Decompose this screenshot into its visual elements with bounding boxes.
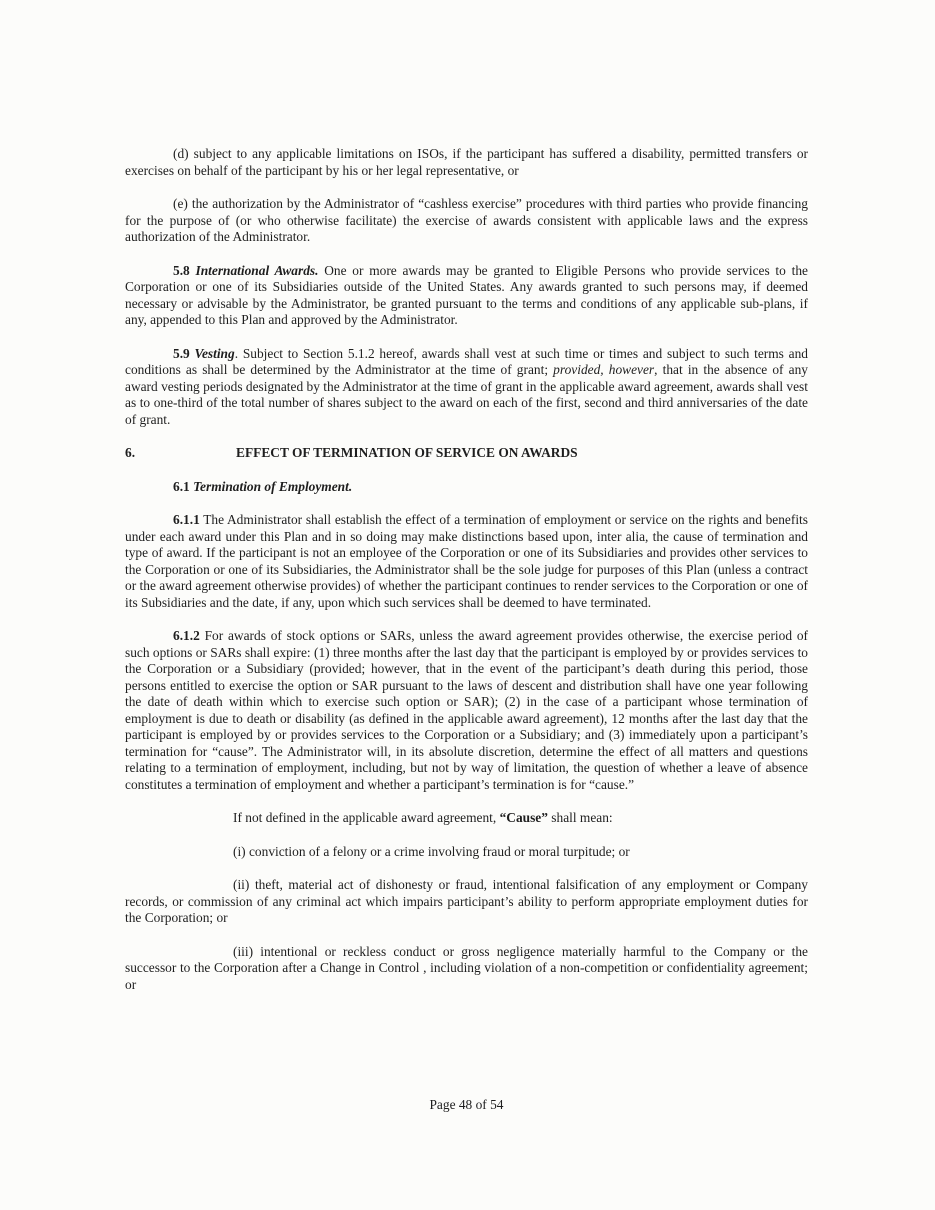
- section-6-1-1-segment: 6.1.1: [173, 512, 200, 527]
- section-6-1-1-segment: The Administrator shall establish the effect of a termination of employment or service on the rights and benefits under each award under this Plan and in so doing may make distinctions based upon, inter alia, the cause of termination and type of award. If the participant is not an employee of the Corporation or one of its Subsidiaries and provides other services to the Corporation or one of its Subsidiaries, the Administrator shall be the sole judge for purposes of this Plan (unless a contract or the award agreement otherwise provides) of whether the participant continues to render services to the Corporation or one of its Subsidiaries and the date, if any, upon which such services shall be deemed to have terminated.: [125, 512, 808, 610]
- section-6-heading-segment: 6.: [125, 445, 136, 460]
- paragraph-e: [125, 196, 808, 246]
- section-5-9-segment: . Subject to Section 5.1.2 hereof, awards shall vest at such time or times and subject to such terms and conditions as shall be determined by the Administrator at the time of grant;: [125, 345, 808, 377]
- paragraph-e-segment: (e) the authorization by the Administrator of “cashless exercise” procedures with third parties who provide financing for the purpose of (or who otherwise facilitate) the exercise of awards consistent with applicable laws and the express authorization of the Administrator.: [125, 196, 808, 244]
- cause-item-iii: [125, 944, 808, 994]
- section-5-9-segment: , that in the absence of any award vesting periods designated by the Administrator at the time of grant in the applicable award agreement, awards shall vest as to one-third of the total number of shares subject to the award on each of the first, second and third anniversaries of the date of grant.: [125, 362, 808, 427]
- document-body: [125, 146, 808, 1010]
- cause-definition-intro: [125, 810, 808, 827]
- cause-item-ii-segment: (ii) theft, material act of dishonesty or fraud, intentional falsification of any employment or Company records, or commission of any criminal act which impairs participant’s ability to perform appropriate employment duties for the Corporation; or: [125, 877, 808, 925]
- section-5-8: [125, 263, 808, 329]
- section-6-heading-segment: EFFECT OF TERMINATION OF SERVICE ON AWARDS: [236, 445, 578, 460]
- section-5-8-segment: 5.8: [173, 262, 196, 278]
- section-6-1: [125, 479, 808, 496]
- cause-item-i-segment: (i) conviction of a felony or a crime involving fraud or moral turpitude; or: [233, 843, 630, 859]
- section-6-1-2: [125, 628, 808, 793]
- paragraph-d-segment: (d) subject to any applicable limitations on ISOs, if the participant has suffered a disability, permitted transfers or exercises on behalf of the participant by his or her legal representative, or: [125, 146, 808, 178]
- section-6-1-segment: 6.1: [173, 478, 194, 494]
- section-6-1-1: [125, 512, 808, 611]
- section-6-1-2-segment: 6.1.2: [173, 628, 200, 643]
- section-5-9-segment: 5.9: [173, 345, 195, 361]
- section-6-heading: [125, 445, 808, 462]
- section-5-8-segment: One or more awards may be granted to Eligible Persons who provide services to the Corporation or one of its Subsidiaries outside of the United States. Any awards granted to such persons may, if deemed necessary or advisable by the Administrator, be granted pursuant to the terms and conditions of any applicable sub-plans, if any, appended to this Plan and approved by the Administrator.: [125, 262, 808, 327]
- section-5-9-segment: Vesting: [194, 345, 235, 361]
- section-6-1-segment: Termination of Employment.: [193, 478, 353, 494]
- paragraph-d: [125, 146, 808, 179]
- cause-item-ii: [125, 877, 808, 927]
- cause-definition-intro-segment: shall mean:: [547, 810, 613, 825]
- cause-item-i: [125, 844, 808, 861]
- cause-item-iii-segment: (iii) intentional or reckless conduct or gross negligence materially harmful to the Company or the successor to the Corporation after a Change in Control , including violation of a non-competition or confidentiality agreement; or: [125, 943, 808, 992]
- section-6-1-2-segment: For awards of stock options or SARs, unless the award agreement provides otherwise, the exercise period of such options or SARs shall expire: (1) three months after the last day that the participant is employed by or provides services to the Corporation or a Subsidiary (provided; however, that in the event of the participant’s death during this period, those persons entitled to exercise the option or SAR pursuant to the laws of descent and distribution shall have one year following the date of death within which to exercise such option or SAR); (2) in the case of a participant whose termination of employment is due to death or disability (as defined in the applicable award agreement), 12 months after the last day that the participant is employed by or provides services to the Corporation or a Subsidiary; and (3) immediately upon a participant’s termination for “cause”. The Administrator will, in its absolute discretion, determine the effect of all matters and questions relating to a termination of employment, including, but not by way of limitation, the question of whether a leave of absence constitutes a termination of employment and whether a participant’s termination is for “cause.”: [125, 628, 808, 792]
- section-5-9: [125, 346, 808, 429]
- cause-definition-intro-segment: If not defined in the applicable award agreement,: [233, 810, 500, 825]
- cause-definition-intro-segment: “Cause”: [499, 810, 548, 825]
- section-5-8-segment: International Awards.: [195, 262, 319, 278]
- section-5-9-segment: provided, however: [553, 362, 655, 377]
- page-footer: Page 48 of 54: [429, 1097, 504, 1112]
